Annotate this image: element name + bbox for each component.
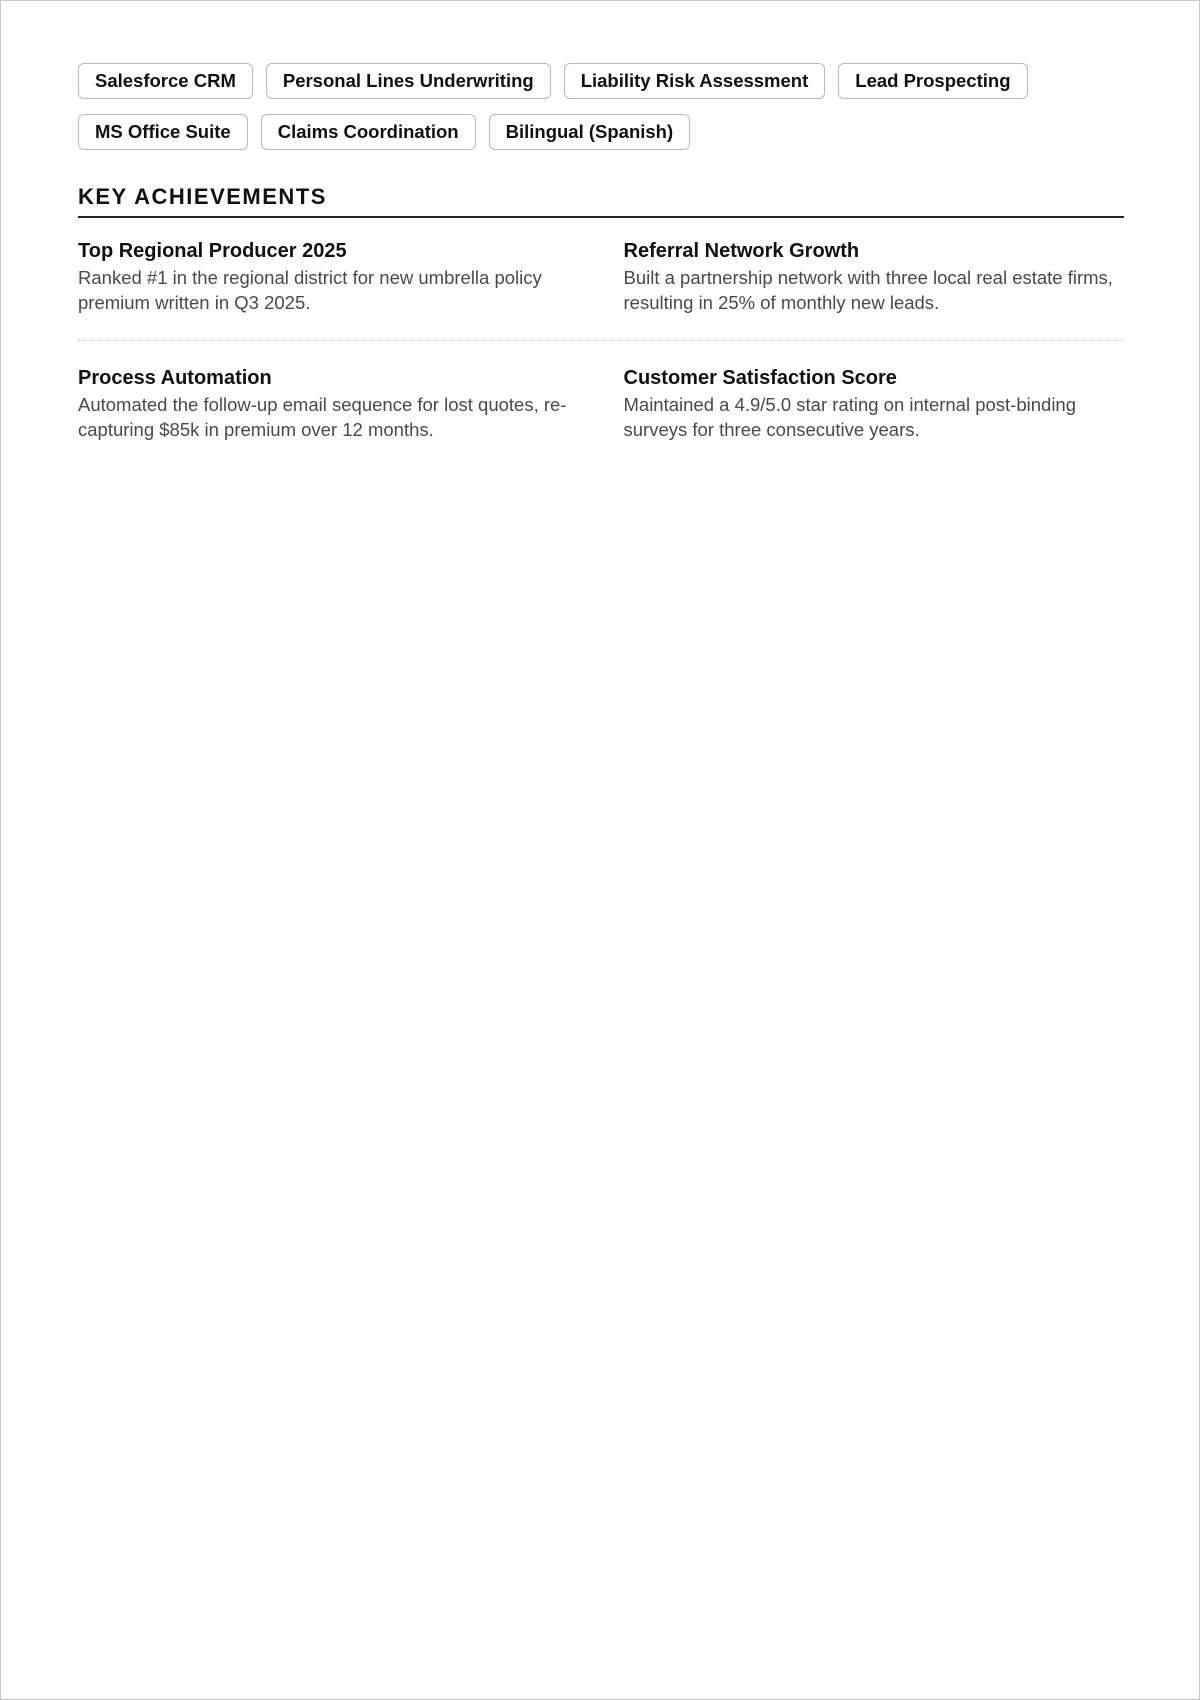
achievements-grid <box>78 238 1124 442</box>
skill-tag: Claims Coordination <box>261 114 476 150</box>
skill-tag: Liability Risk Assessment <box>564 63 826 99</box>
achievement-item <box>624 238 1125 340</box>
skill-tag: MS Office Suite <box>78 114 248 150</box>
achievement-description: Ranked #1 in the regional district for new umbrella policy premium written in Q3 2025. <box>78 267 542 313</box>
achievement-description: Built a partnership network with three local real estate firms, resulting in 25% of monthly new leads. <box>623 267 1113 313</box>
skill-tag: Personal Lines Underwriting <box>266 63 551 99</box>
achievement-description: Automated the follow-up email sequence for lost quotes, re-capturing $85k in premium over 12 months. <box>78 394 567 440</box>
resume-content <box>78 63 1124 442</box>
skill-tag: Salesforce CRM <box>78 63 253 99</box>
achievement-title: Customer Satisfaction Score <box>623 367 897 389</box>
achievement-title: Referral Network Growth <box>623 240 860 262</box>
skill-tag: Lead Prospecting <box>838 63 1027 99</box>
skill-tag: Bilingual (Spanish) <box>489 114 691 150</box>
achievement-title: Process Automation <box>78 367 272 389</box>
section-heading-key-achievements: KEY ACHIEVEMENTS <box>78 184 1124 218</box>
skills-tags <box>78 63 1078 150</box>
achievement-item <box>624 341 1125 442</box>
achievement-item <box>78 238 579 340</box>
achievement-title: Top Regional Producer 2025 <box>78 240 347 262</box>
achievement-description: Maintained a 4.9/5.0 star rating on internal post-binding surveys for three consecutive years. <box>623 394 1077 440</box>
achievement-item <box>78 341 579 442</box>
